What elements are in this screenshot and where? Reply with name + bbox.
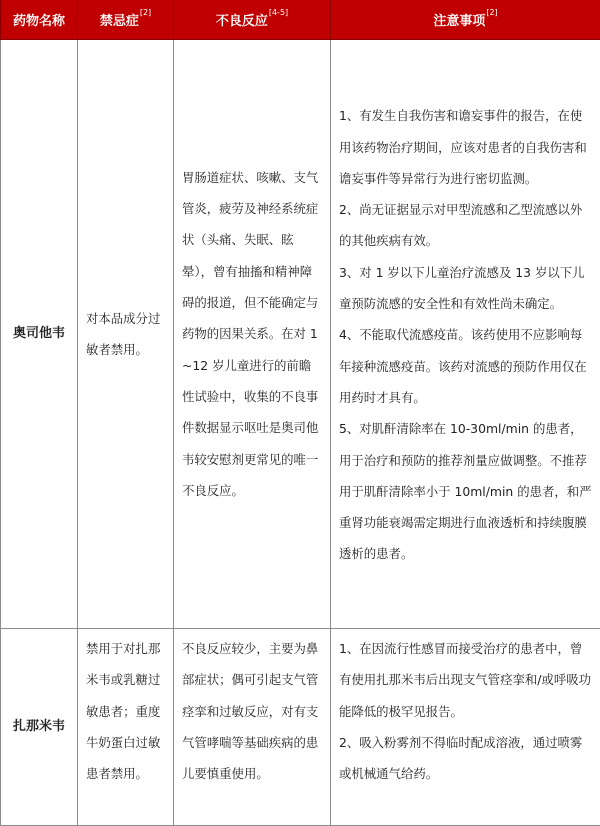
header-drug-name-label: 药物名称 [13,14,65,29]
drug-name-cell: 扎那米韦 [1,629,78,826]
precautions-cell [331,629,600,826]
header-adverse-reactions-ref: [4-5] [269,8,288,17]
adverse-reactions-cell: 胃肠道症状、咳嗽、支气管炎，疲劳及神经系统症状（头痛、失眠、眩晕），曾有抽搐和精神障碍的报道，但不能确定与药物的因果关系。在对 1~12 岁儿童进行的前瞻性试验中，收集的不良事件数据显示呕吐是奥司他韦较安慰剂更常见的唯一不良反应。 [174,40,331,629]
header-drug-name [1,0,78,40]
precaution-item: 1、有发生自我伤害和谵妄事件的报告，在使用该药物治疗期间，应该对患者的自我伤害和谵妄事件等异常行为进行密切监测。 [339,100,592,194]
precaution-item: 3、对 1 岁以下儿童治疗流感及 13 岁以下儿童预防流感的安全性和有效性尚未确定。 [339,257,592,320]
precaution-item: 2、吸入粉雾剂不得临时配成溶液，通过喷雾或机械通气给药。 [339,727,592,790]
header-row [1,0,600,40]
contraindications-cell: 对本品成分过敏者禁用。 [78,40,174,629]
table-row-zanamivir [1,629,600,826]
drug-name-cell: 奥司他韦 [1,40,78,629]
precautions-cell [331,40,600,629]
precaution-item: 2、尚无证据显示对甲型流感和乙型流感以外的其他疾病有效。 [339,194,592,257]
header-precautions-label: 注意事项 [433,14,485,29]
header-precautions [331,0,600,40]
header-contraindications [78,0,174,40]
header-precautions-ref: [2] [486,8,497,17]
header-contraindications-ref: [2] [140,8,151,17]
table-header [1,0,600,40]
contraindications-cell: 禁用于对扎那米韦或乳糖过敏患者；重度牛奶蛋白过敏患者禁用。 [78,629,174,826]
precaution-item: 1、在因流行性感冒而接受治疗的患者中，曾有使用扎那米韦后出现支气管痉挛和/或呼吸功能降低的极罕见报告。 [339,633,592,727]
adverse-reactions-cell: 不良反应较少，主要为鼻部症状；偶可引起支气管痉挛和过敏反应，对有支气管哮喘等基础疾病的患儿要慎重使用。 [174,629,331,826]
header-contraindications-label: 禁忌症 [100,14,139,29]
precaution-item: 4、不能取代流感疫苗。该药使用不应影响每年接种流感疫苗。该药对流感的预防作用仅在用药时才具有。 [339,319,592,413]
header-adverse-reactions [174,0,331,40]
table-row-oseltamivir [1,40,600,629]
header-adverse-reactions-label: 不良反应 [216,14,268,29]
precaution-item: 5、对肌酐清除率在 10-30ml/min 的患者，用于治疗和预防的推荐剂量应做调整。不推荐用于肌酐清除率小于 10ml/min 的患者，和严重肾功能衰竭需定期进行血液透析和持续腹膜透析的患者。 [339,413,592,569]
